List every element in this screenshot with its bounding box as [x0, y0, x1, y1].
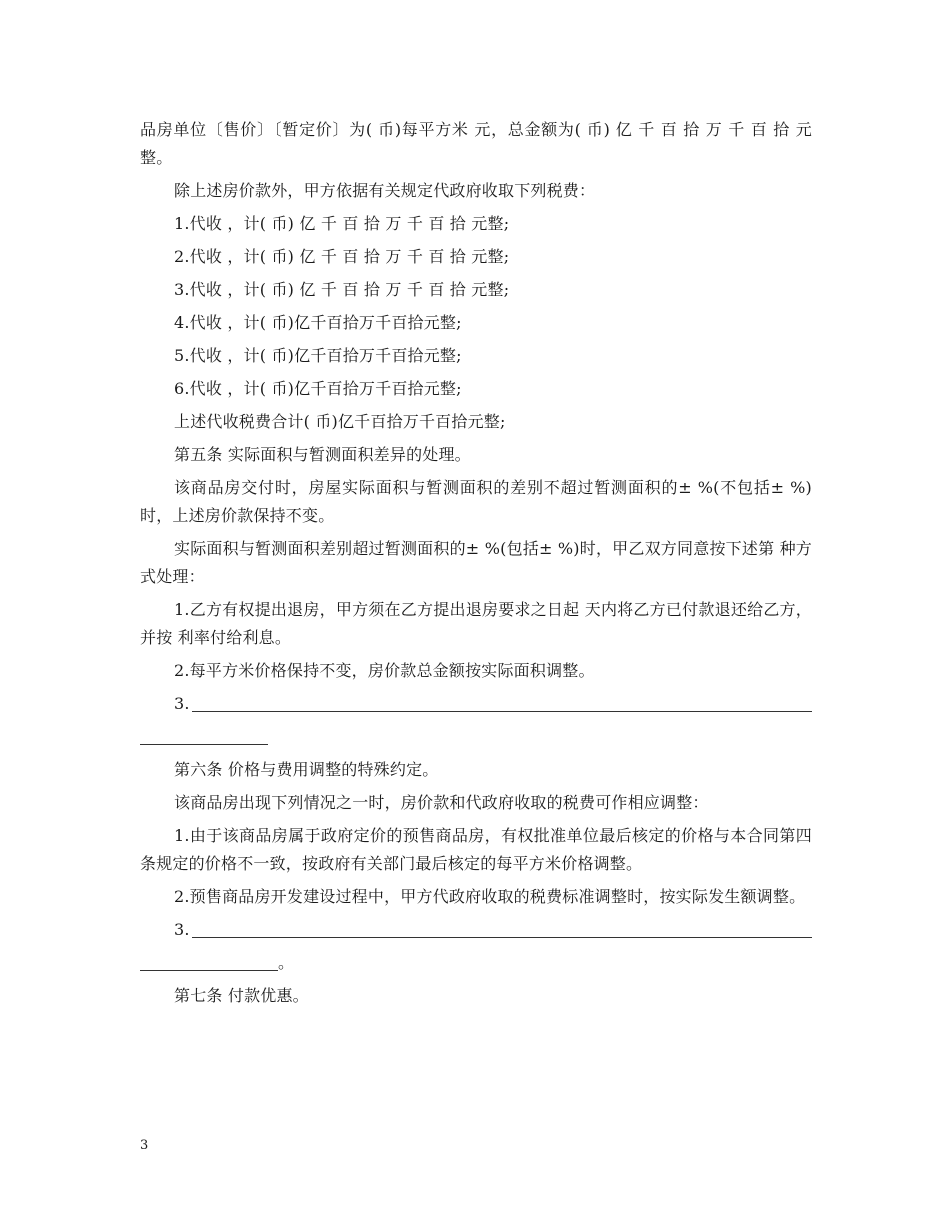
- paragraph-tax-item-6: 6.代收 ，计( 币)亿千百拾万千百拾元整;: [174, 379, 462, 398]
- paragraph-tax-item-1: 1.代收 ，计( 币) 亿 千 百 拾 万 千 百 拾 元整;: [174, 214, 510, 233]
- article-7-heading: 第七条 付款优惠。: [174, 986, 309, 1005]
- paragraph-tax-item-2: 2.代收 ，计( 币) 亿 千 百 拾 万 千 百 拾 元整;: [174, 247, 510, 266]
- paragraph-option-2: 2.每平方米价格保持不变，房价款总金额按实际面积调整。: [174, 661, 595, 680]
- fill-in-line-option-3: [140, 690, 812, 718]
- paragraph-tax-total: 上述代收税费合计( 币)亿千百拾万千百拾元整;: [174, 412, 506, 431]
- paragraph-adjustment-2: 2.预售商品房开发建设过程中，甲方代政府收取的税费标准调整时，按实际发生额调整。: [174, 887, 806, 906]
- paragraph-adjustment-1: 1.由于该商品房属于政府定价的预售商品房，有权批准单位最后核定的价格与本合同第四条规定的价格不一致，按政府有关部门最后核定的每平方米价格调整。: [140, 826, 812, 873]
- adjustment-3-number: 3.: [174, 920, 190, 939]
- paragraph-option-1: 1.乙方有权提出退房，甲方须在乙方提出退房要求之日起 天内将乙方已付款退还给乙方，并按 利率付给利息。: [140, 600, 812, 647]
- fill-in-rule-short: [140, 744, 268, 745]
- period-mark: 。: [278, 953, 295, 972]
- paragraph-area-within: 该商品房交付时，房屋实际面积与暂测面积的差别不超过暂测面积的± %(不包括± %)时，上述房价款保持不变。: [140, 478, 812, 525]
- fill-in-rule: [192, 937, 812, 938]
- paragraph-tax-intro: 除上述房价款外，甲方依据有关规定代政府收取下列税费：: [174, 181, 596, 200]
- paragraph-price: 品房单位〔售价〕〔暂定价〕为( 币)每平方米 元，总金额为( 币) 亿 千 百 拾 万 千 百 拾 元整。: [140, 120, 812, 167]
- paragraph-tax-item-3: 3.代收 ，计( 币) 亿 千 百 拾 万 千 百 拾 元整;: [174, 280, 510, 299]
- page-number: 3: [140, 1138, 149, 1153]
- paragraph-adjustment-intro: 该商品房出现下列情况之一时，房价款和代政府收取的税费可作相应调整：: [174, 793, 709, 812]
- fill-in-line-continuation: [140, 723, 812, 751]
- article-5-heading: 第五条 实际面积与暂测面积差异的处理。: [174, 445, 471, 464]
- paragraph-tax-item-4: 4.代收 ，计( 币)亿千百拾万千百拾元整;: [174, 313, 462, 332]
- paragraph-tax-item-5: 5.代收 ，计( 币)亿千百拾万千百拾元整;: [174, 346, 462, 365]
- option-3-number: 3.: [174, 694, 190, 713]
- fill-in-rule: [192, 711, 812, 712]
- document-body: [140, 116, 812, 1015]
- paragraph-area-exceed: 实际面积与暂测面积差别超过暂测面积的± %(包括± %)时，甲乙双方同意按下述第 种方式处理：: [140, 539, 812, 586]
- article-6-heading: 第六条 价格与费用调整的特殊约定。: [174, 760, 439, 779]
- fill-in-line-adjustment-3: [140, 916, 812, 944]
- fill-in-rule-short: [140, 970, 278, 971]
- fill-in-line-continuation-2: [140, 949, 812, 977]
